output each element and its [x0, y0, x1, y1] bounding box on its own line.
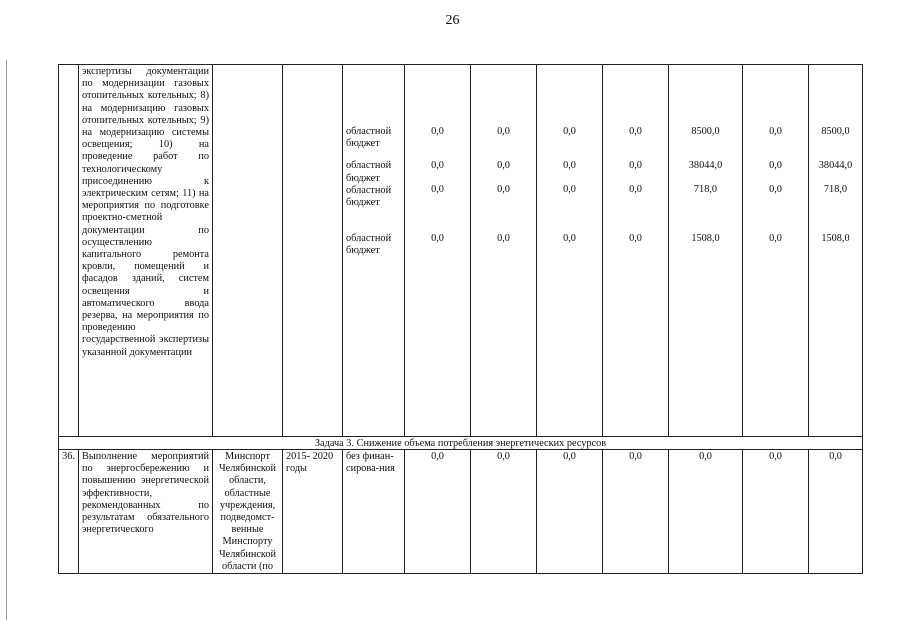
value-cell: 0,0 [537, 450, 603, 574]
value-cell: 0,0 [809, 450, 863, 574]
value-col-4 [603, 65, 669, 437]
value: 0,0 [629, 232, 642, 244]
index-cell [59, 65, 79, 437]
value: 0,0 [563, 232, 576, 244]
value: 0,0 [431, 184, 444, 196]
value: 8500,0 [821, 126, 850, 137]
executor-cell: Минспорт Челябинской области, областные учреждения, подведомст-венные Минспорту Челябинской области (по [213, 450, 283, 574]
table-row-continuation [59, 65, 863, 437]
value: 38044,0 [688, 160, 723, 172]
value: 1508,0 [821, 232, 850, 244]
value-col-6 [743, 65, 809, 437]
executor-cell [213, 65, 283, 437]
value: 0,0 [629, 184, 642, 196]
row-index: 36. [59, 450, 79, 574]
value: 0,0 [629, 126, 642, 137]
value-cell: 0,0 [603, 450, 669, 574]
value: 0,0 [563, 126, 576, 137]
source-cell [343, 65, 405, 437]
source-cell: без финан-сирова-ния [343, 450, 405, 574]
value: 0,0 [431, 160, 444, 172]
value: 0,0 [497, 184, 510, 196]
value: 0,0 [769, 184, 782, 196]
description-cell: экспертизы документации по модернизации газовых отопительных котельных; 8) на модернизацию газовых отопительных котельных; 9) на модернизацию системы освещения; 10) на проведение работ по технологическому присоединению к электрическим сетям; 11) на мероприятия по подготовке проектно-сметной документации по осуществлению капитального ремонта кровли, помещений и фасадов зданий, систем освещения и автоматического ввода резерва, на мероприятия по проведению государственной экспертизы указанной документации [79, 65, 213, 437]
value-col-3 [537, 65, 603, 437]
value-cell: 0,0 [405, 450, 471, 574]
table-row-36 [59, 450, 863, 574]
value: 0,0 [629, 160, 642, 172]
page-number: 26 [445, 13, 460, 28]
value-col-2 [471, 65, 537, 437]
value-cell: 0,0 [743, 450, 809, 574]
value: 1508,0 [691, 232, 720, 244]
source-line: областной бюджет [346, 233, 392, 257]
value-col-5 [669, 65, 743, 437]
value: 0,0 [563, 184, 576, 196]
value: 0,0 [769, 232, 782, 244]
value: 0,0 [431, 126, 444, 137]
value: 0,0 [431, 232, 444, 244]
value: 8500,0 [691, 126, 720, 137]
value: 718,0 [693, 184, 718, 196]
source-line: областной бюджет [346, 160, 392, 184]
value-col-1 [405, 65, 471, 437]
value: 0,0 [497, 232, 510, 244]
period-cell [283, 65, 343, 437]
value-cell: 0,0 [669, 450, 743, 574]
value: 0,0 [769, 126, 782, 137]
source-line: областной бюджет [346, 126, 392, 150]
program-table [58, 64, 863, 574]
source-line: областной бюджет [346, 184, 392, 209]
value: 38044,0 [818, 160, 853, 172]
value: 0,0 [563, 160, 576, 172]
task-header-row [59, 437, 863, 450]
period-cell: 2015- 2020 годы [283, 450, 343, 574]
value: 0,0 [497, 126, 510, 137]
description-cell: Выполнение мероприятий по энергосбережению и повышению энергетической эффективности, рекомендованных по результатам обязательного энергетического [79, 450, 213, 574]
task-header: Задача 3. Снижение объема потребления энергетических ресурсов [59, 437, 863, 450]
value: 0,0 [497, 160, 510, 172]
value-col-total [809, 65, 863, 437]
value: 718,0 [823, 184, 848, 196]
value-cell: 0,0 [471, 450, 537, 574]
scan-margin-line [6, 60, 7, 620]
value: 0,0 [769, 160, 782, 172]
